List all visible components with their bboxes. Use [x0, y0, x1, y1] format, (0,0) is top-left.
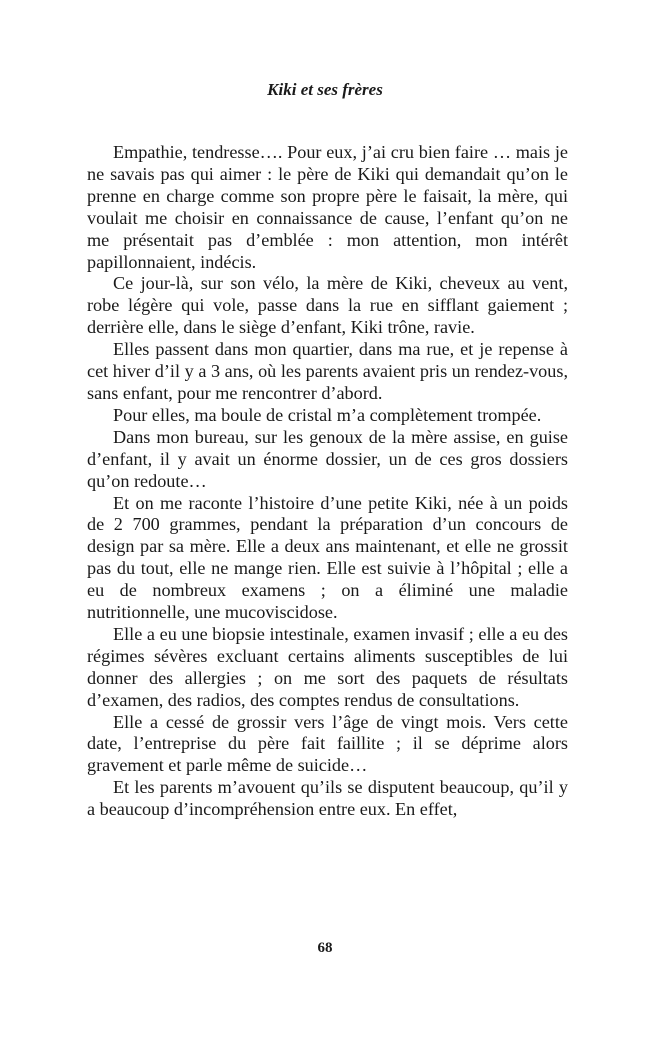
paragraph: Empathie, tendresse…. Pour eux, j’ai cru bien faire … mais je ne savais pas qui aimer : le père de Kiki qui demandait qu’on le prenne en charge comme son propre père le faisait, la mère, qui voulait me choisir en connaissance de cause, l’enfant qu’on ne me présentait pas d’emblée : mon attention, mon intérêt papillonnaient, indécis.	[87, 142, 568, 272]
paragraph: Et on me raconte l’histoire d’une petite Kiki, née à un poids de 2 700 grammes, pendant la préparation d’un concours de design par sa mère. Elle a deux ans maintenant, et elle ne grossit pas du tout, elle ne mange rien. Elle est suivie à l’hôpital ; elle a eu de nombreux examens ; on a éliminé une maladie nutritionnelle, une mucoviscidose.	[87, 492, 568, 623]
paragraph: Dans mon bureau, sur les genoux de la mère assise, en guise d’enfant, il y avait un énorme dossier, un de ces gros dossiers qu’on redoute…	[87, 426, 568, 491]
running-title: Kiki et ses frères	[267, 80, 383, 99]
paragraph: Elle a cessé de grossir vers l’âge de vingt mois. Vers cette date, l’entreprise du père fait faillite ; il se déprime alors gravement et parle même de suicide…	[87, 711, 568, 776]
body-text	[87, 142, 568, 821]
paragraph: Elle a eu une biopsie intestinale, examen invasif ; elle a eu des régimes sévères excluant certains aliments susceptibles de lui donner des allergies ; on me sort des paquets de résultats d’examen, des radios, des comptes rendus de consultations.	[87, 623, 568, 710]
paragraph: Pour elles, ma boule de cristal m’a complètement trompée.	[113, 404, 542, 425]
page-number: 68	[317, 940, 333, 956]
paragraph: Elles passent dans mon quartier, dans ma rue, et je repense à cet hiver d’il y a 3 ans, où les parents avaient pris un rendez-vous, sans enfant, pour me rencontrer d’abord.	[87, 339, 568, 403]
paragraph: Ce jour-là, sur son vélo, la mère de Kiki, cheveux au vent, robe légère qui vole, passe dans la rue en sifflant gaiement ; derrière elle, dans le siège d’enfant, Kiki trône, ravie.	[87, 273, 568, 338]
paragraph: Et les parents m’avouent qu’ils se disputent beaucoup, qu’il y a beaucoup d’incompréhension entre eux. En effet,	[87, 777, 568, 820]
